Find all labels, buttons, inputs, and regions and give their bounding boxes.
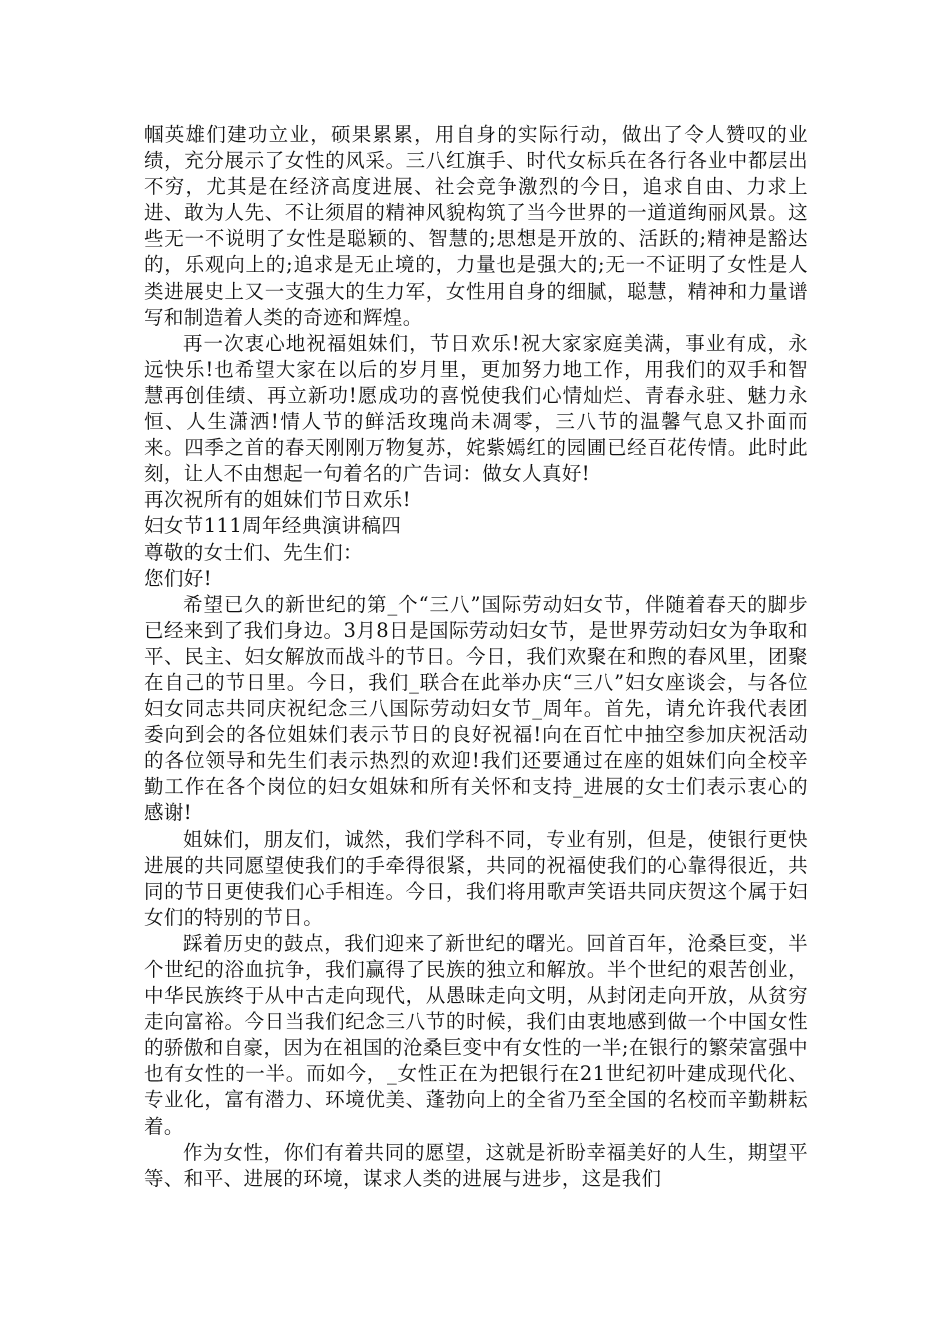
greeting: 您们好! <box>144 566 212 590</box>
closing-wish: 再次祝所有的姐妹们节日欢乐! <box>144 488 411 512</box>
document-body <box>144 122 808 1192</box>
body-paragraph: 踩着历史的鼓点，我们迎来了新世纪的曙光。回首百年，沧桑巨变，半个世纪的浴血抗争，我们赢得了民族的独立和解放。半个世纪的艰苦创业，中华民族终于从中古走向现代，从愚昧走向文明，从封闭走向开放，从贫穷走向富裕。今日当我们纪念三八节的时候，我们由衷地感到做一个中国女性的骄傲和自豪，因为在祖国的沧桑巨变中有女性的一半;在银行的繁荣富强中也有女性的一半。而如今，_女性正在为把银行在21世纪初叶建成现代化、专业化，富有潜力、环境优美、蓬勃向上的全省乃至全国的名校而辛勤耕耘着。 <box>144 931 808 1138</box>
body-paragraph: 姐妹们，朋友们，诚然，我们学科不同，专业有别，但是，使银行更快进展的共同愿望使我们的手牵得很紧，共同的祝福使我们的心靠得很近，共同的节日更使我们心手相连。今日，我们将用歌声笑语共同庆贺这个属于妇女们的特别的节日。 <box>144 827 808 929</box>
salutation: 尊敬的女士们、先生们： <box>144 540 363 564</box>
section-title: 妇女节111周年经典演讲稿四 <box>144 514 402 538</box>
body-paragraph: 希望已久的新世纪的第_个“三八”国际劳动妇女节，伴随着春天的脚步已经来到了我们身边。3月8日是国际劳动妇女节，是世界劳动妇女为争取和平、民主、妇女解放而战斗的节日。今日，我们欢聚在和煦的春风里，团聚在自己的节日里。今日，我们_联合在此举办庆“三八”妇女座谈会，与各位妇女同志共同庆祝纪念三八国际劳动妇女节_周年。首先，请允许我代表团委向到会的各位姐妹们表示节日的良好祝福!向在百忙中抽空参加庆祝活动的各位领导和先生们表示热烈的欢迎!我们还要通过在座的姐妹们向全校辛勤工作在各个岗位的妇女姐妹和所有关怀和支持_进展的女士们表示衷心的感谢! <box>144 592 808 825</box>
body-paragraph: 再一次衷心地祝福姐妹们，节日欢乐!祝大家家庭美满，事业有成，永远快乐!也希望大家在以后的岁月里，更加努力地工作，用我们的双手和智慧再创佳绩、再立新功!愿成功的喜悦使我们心情灿烂、青春永驻、魅力永恒、人生潇洒!情人节的鲜活玫瑰尚未凋零，三八节的温馨气息又扑面而来。四季之首的春天刚刚万物复苏，姹紫嫣红的园圃已经百花传情。此时此刻，让人不由想起一句着名的广告词：做女人真好! <box>144 331 808 486</box>
body-paragraph: 作为女性，你们有着共同的愿望，这就是祈盼幸福美好的人生，期望平等、和平、进展的环境，谋求人类的进展与进步，这是我们 <box>144 1140 808 1190</box>
body-paragraph: 帼英雄们建功立业，硕果累累，用自身的实际行动，做出了令人赞叹的业绩，充分展示了女性的风采。三八红旗手、时代女标兵在各行各业中都层出不穷，尤其是在经济高度进展、社会竞争激烈的今日，追求自由、力求上进、敢为人先、不让须眉的精神风貌构筑了当今世界的一道道绚丽风景。这些无一不说明了女性是聪颖的、智慧的;思想是开放的、活跃的;精神是豁达的，乐观向上的;追求是无止境的，力量也是强大的;无一不证明了女性是人类进展史上又一支强大的生力军，女性用自身的细腻，聪慧，精神和力量谱写和制造着人类的奇迹和辉煌。 <box>144 123 808 329</box>
